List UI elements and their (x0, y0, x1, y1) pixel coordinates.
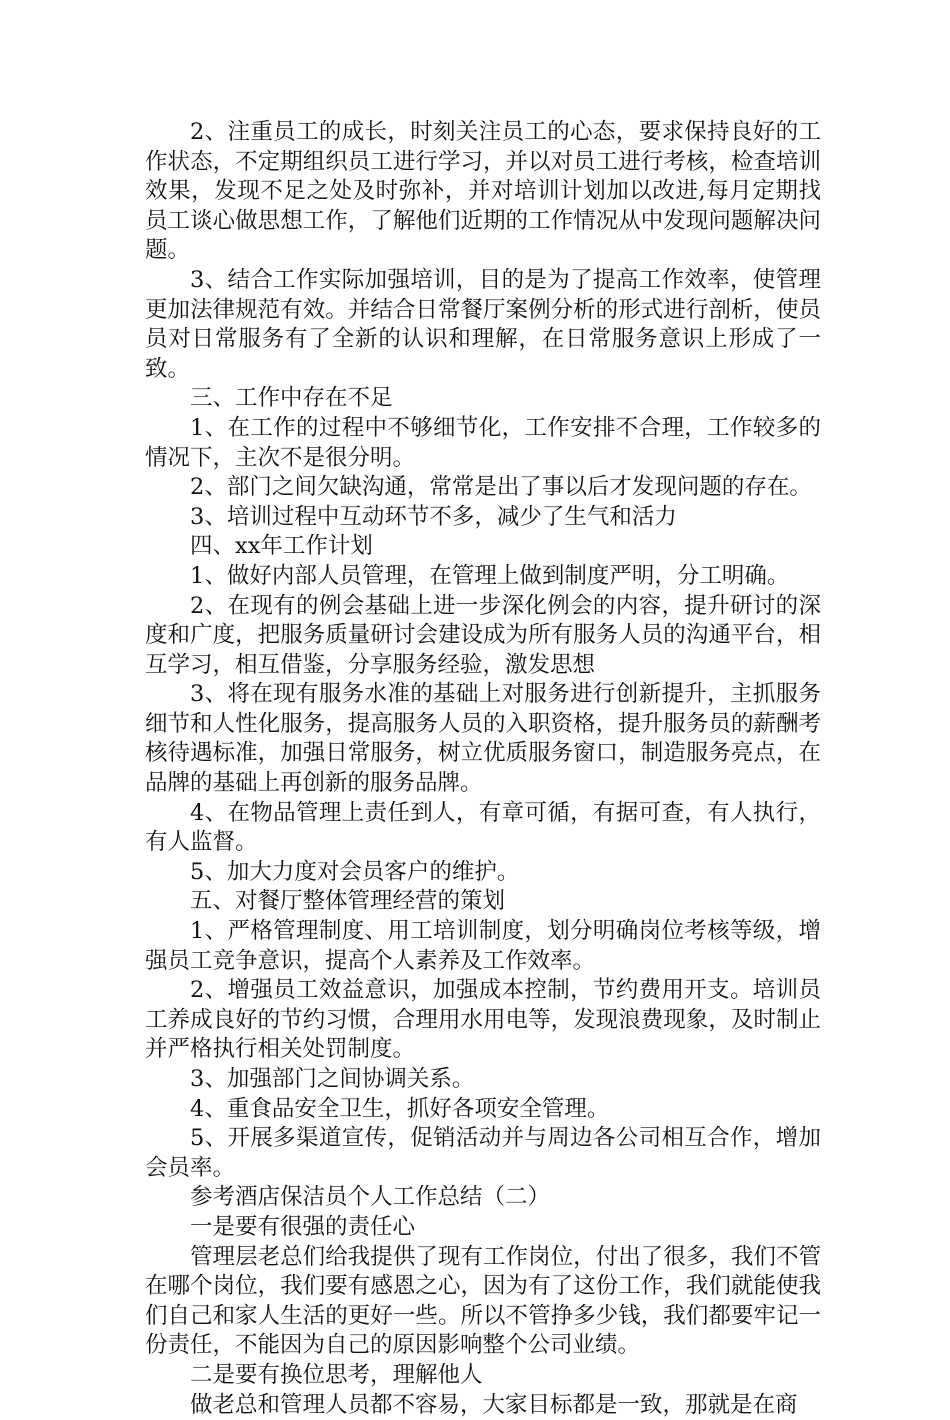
paragraph: 1、严格管理制度、用工培训制度，划分明确岗位考核等级，增强员工竞争意识，提高个人素养及工作效率。 (145, 918, 821, 974)
paragraph: 1、做好内部人员管理，在管理上做到制度严明，分工明确。 (190, 562, 790, 589)
paragraph: 做老总和管理人员都不容易，大家目标都是一致，那就是在商 (190, 1391, 798, 1418)
paragraph: 2、部门之间欠缺沟通，常常是出了事以后才发现问题的存在。 (190, 474, 812, 501)
section-heading: 二是要有换位思考，理解他人 (190, 1361, 483, 1388)
section-heading: 一是要有很强的责任心 (190, 1213, 416, 1240)
paragraph: 5、加大力度对会员客户的维护。 (190, 858, 520, 885)
document-body (145, 118, 821, 1420)
paragraph: 3、将在现有服务水准的基础上对服务进行创新提升，主抓服务细节和人性化服务，提高服务人员的入职资格，提升服务员的薪酬考核待遇标准，加强日常服务，树立优质服务窗口，制造服务亮点，在品牌的基础上再创新的服务品牌。 (145, 681, 821, 797)
paragraph: 5、开展多渠道宣传，促销活动并与周边各公司相互合作，增加会员率。 (145, 1125, 821, 1181)
section-heading: 五、对餐厅整体管理经营的策划 (190, 888, 506, 915)
paragraph: 1、在工作的过程中不够细节化，工作安排不合理，工作较多的情况下，主次不是很分明。 (145, 414, 821, 471)
document-subtitle: 参考酒店保洁员个人工作总结（二） (190, 1184, 551, 1211)
paragraph: 3、加强部门之间协调关系。 (190, 1066, 475, 1092)
paragraph: 4、重食品安全卫生，抓好各项安全管理。 (190, 1095, 610, 1122)
paragraph: 管理层老总们给我提供了现有工作岗位，付出了很多，我们不管在哪个岗位，我们要有感恩之心，因为有了这份工作，我们就能使我们自己和家人生活的更好一些。所以不管挣多少钱，我们都要牢记一份责任，不能因为自己的原因影响整个公司业绩。 (145, 1243, 821, 1359)
paragraph: 2、注重员工的成长，时刻关注员工的心态，要求保持良好的工作状态，不定期组织员工进行学习，并以对员工进行考核，检查培训效果，发现不足之处及时弥补，并对培训计划加以改进,每月定期找员工谈心做思想工作，了解他们近期的工作情况从中发现问题解决问题。 (145, 119, 821, 264)
paragraph: 4、在物品管理上责任到人，有章可循，有据可查，有人执行，有人监督。 (145, 799, 821, 856)
paragraph: 2、增强员工效益意识，加强成本控制，节约费用开支。培训员工养成良好的节约习惯，合理用水用电等，发现浪费现象，及时制止并严格执行相关处罚制度。 (145, 977, 821, 1063)
paragraph: 3、结合工作实际加强培训，目的是为了提高工作效率，使管理更加法律规范有效。并结合日常餐厅案例分析的形式进行剖析，使员员对日常服务有了全新的认识和理解，在日常服务意识上形成了一致。 (145, 266, 821, 382)
paragraph: 3、培训过程中互动环节不多，减少了生气和活力 (190, 503, 677, 530)
section-heading: 四、xx年工作计划 (190, 533, 373, 560)
paragraph: 2、在现有的例会基础上进一步深化例会的内容，提升研讨的深度和广度，把服务质量研讨会建设成为所有服务人员的沟通平台，相互学习，相互借鉴，分享服务经验，激发思想 (145, 592, 821, 678)
section-heading: 三、工作中存在不足 (190, 385, 393, 412)
